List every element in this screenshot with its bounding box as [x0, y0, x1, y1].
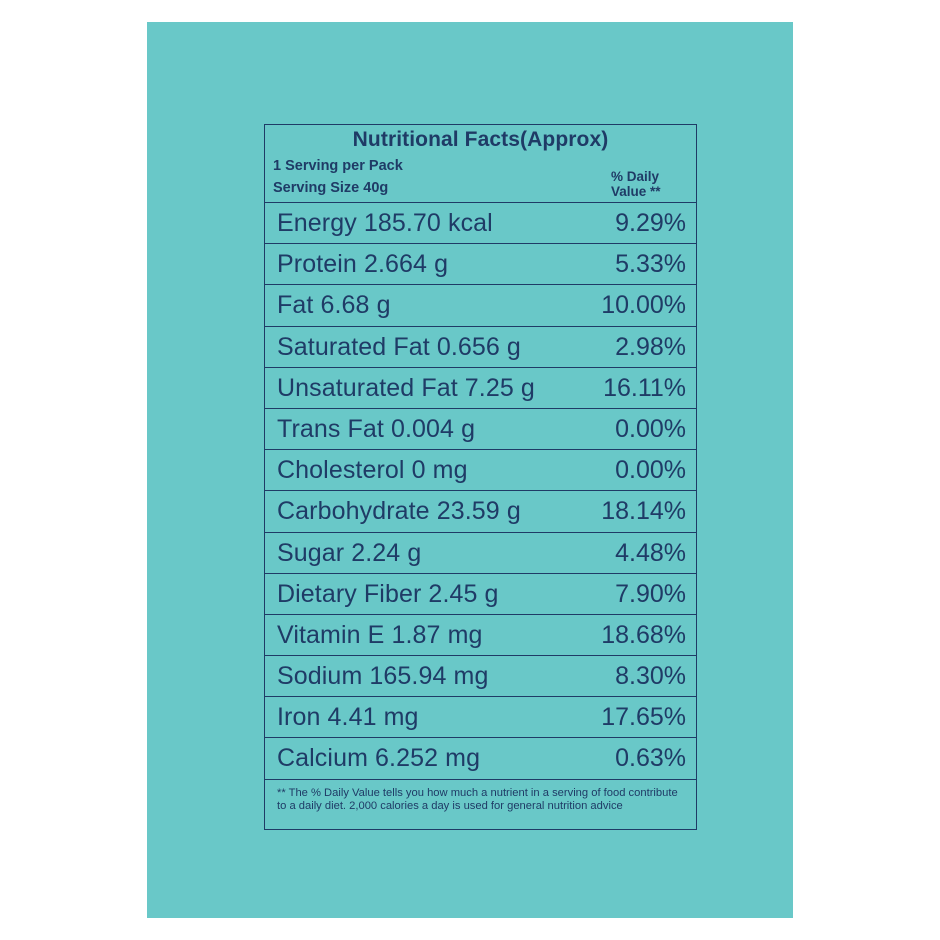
nutrient-daily-value: 9.29% [615, 209, 686, 237]
servings-per-pack: 1 Serving per Pack [273, 158, 403, 174]
daily-value-header-line1: % Daily [611, 169, 660, 184]
nutrient-row [265, 327, 696, 368]
nutrient-row [265, 409, 696, 450]
nutrient-row [265, 368, 696, 409]
label-title: Nutritional Facts(Approx) [352, 128, 609, 151]
nutrient-daily-value: 18.14% [601, 497, 686, 526]
nutrient-row [265, 615, 696, 656]
nutrient-daily-value: 16.11% [603, 373, 686, 402]
nutrient-row [265, 203, 696, 244]
nutrient-name: Sugar 2.24 g [277, 538, 422, 567]
nutrient-daily-value: 7.90% [615, 579, 686, 608]
nutrient-row [265, 491, 696, 532]
label-header [265, 125, 696, 203]
daily-value-footnote: ** The % Daily Value tells you how much a nutrient in a serving of food contribute to a daily diet. 2,000 calories a day is used for general nutrition advice [277, 787, 678, 812]
nutrient-name: Carbohydrate 23.59 g [277, 497, 521, 526]
nutrient-name: Dietary Fiber 2.45 g [277, 579, 499, 608]
nutrient-daily-value: 0.00% [615, 456, 686, 485]
nutrient-name: Calcium 6.252 mg [277, 744, 481, 773]
nutrient-name: Fat 6.68 g [277, 291, 391, 320]
nutrient-daily-value: 0.63% [615, 744, 686, 773]
nutrient-row [265, 533, 696, 574]
nutrient-row [265, 574, 696, 615]
nutrient-row [265, 244, 696, 285]
nutrient-daily-value: 8.30% [615, 662, 686, 691]
nutrient-rows [265, 203, 696, 780]
nutrient-row [265, 450, 696, 491]
nutrient-name: Unsaturated Fat 7.25 g [277, 373, 535, 402]
nutrient-name: Vitamin E 1.87 mg [277, 620, 483, 649]
nutrient-daily-value: 0.00% [615, 414, 686, 443]
nutrient-name: Saturated Fat 0.656 g [277, 332, 521, 361]
daily-value-header [611, 169, 661, 199]
nutrient-daily-value: 4.48% [615, 538, 686, 567]
nutrition-facts-label [264, 124, 697, 830]
daily-value-header-line2: Value ** [611, 184, 661, 199]
nutrient-daily-value: 10.00% [601, 291, 686, 320]
nutrient-name: Protein 2.664 g [277, 250, 449, 279]
nutrient-row [265, 697, 696, 738]
nutrient-name: Trans Fat 0.004 g [277, 414, 476, 443]
nutrient-name: Iron 4.41 mg [277, 703, 419, 732]
nutrient-name: Energy 185.70 kcal [277, 209, 493, 237]
nutrient-row [265, 738, 696, 779]
nutrient-name: Sodium 165.94 mg [277, 662, 489, 691]
nutrient-row [265, 656, 696, 697]
nutrient-row [265, 285, 696, 326]
serving-size: Serving Size 40g [273, 180, 389, 196]
nutrient-daily-value: 5.33% [615, 250, 686, 279]
nutrient-daily-value: 18.68% [601, 620, 686, 649]
nutrient-name: Cholesterol 0 mg [277, 456, 468, 485]
nutrient-daily-value: 2.98% [615, 332, 686, 361]
nutrient-daily-value: 17.65% [601, 703, 686, 732]
